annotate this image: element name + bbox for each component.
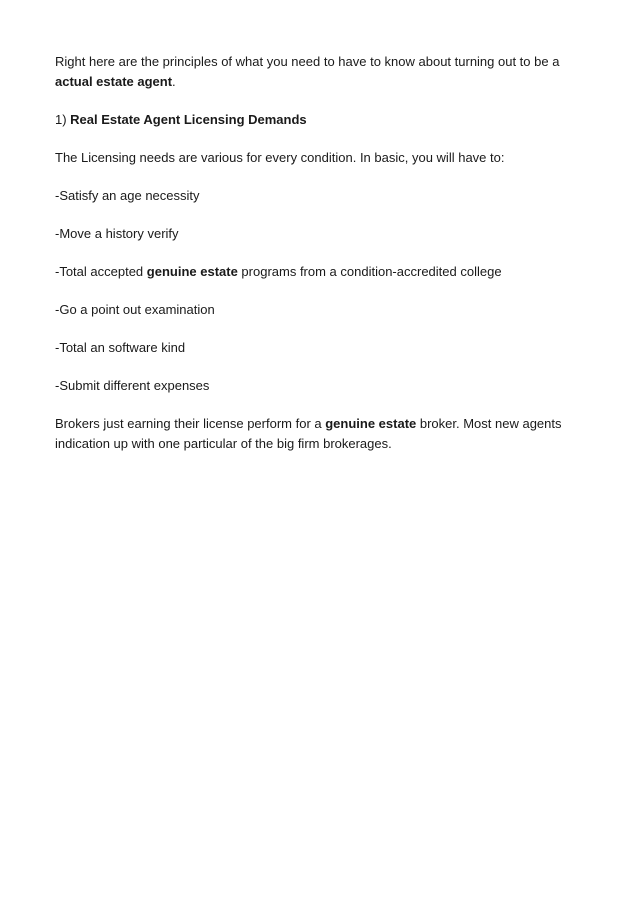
section-title: Real Estate Agent Licensing Demands bbox=[70, 112, 307, 127]
intro-bold-term: actual estate agent bbox=[55, 74, 173, 89]
requirement-item: -Go a point out examination bbox=[55, 302, 215, 317]
requirement-item: -Total an software kind bbox=[55, 340, 186, 355]
requirement-bold-term: genuine estate bbox=[146, 264, 238, 279]
intro-text: Right here are the principles of what you need to have to know about turning out to be a bbox=[55, 54, 560, 69]
licensing-paragraph: The Licensing needs are various for every condition. In basic, you will have to: bbox=[55, 150, 505, 165]
requirement-item: -Satisfy an age necessity bbox=[55, 188, 200, 203]
document-body bbox=[55, 52, 585, 472]
closing-bold-term: genuine estate bbox=[325, 416, 417, 431]
requirement-item: -Submit different expenses bbox=[55, 378, 210, 393]
closing-paragraph bbox=[55, 414, 585, 454]
requirement-text: -Total accepted bbox=[55, 264, 147, 279]
intro-period: . bbox=[172, 74, 176, 89]
requirement-item: -Move a history verify bbox=[55, 226, 179, 241]
section-heading bbox=[55, 110, 585, 130]
intro-paragraph bbox=[55, 52, 585, 92]
section-number: 1) bbox=[55, 112, 71, 127]
requirement-text: programs from a condition-accredited college bbox=[237, 264, 502, 279]
closing-text: broker. Most new agents indication up with one particular of the big firm brokerages. bbox=[55, 416, 562, 451]
requirement-item bbox=[55, 262, 585, 282]
closing-text: Brokers just earning their license perform for a bbox=[55, 416, 326, 431]
